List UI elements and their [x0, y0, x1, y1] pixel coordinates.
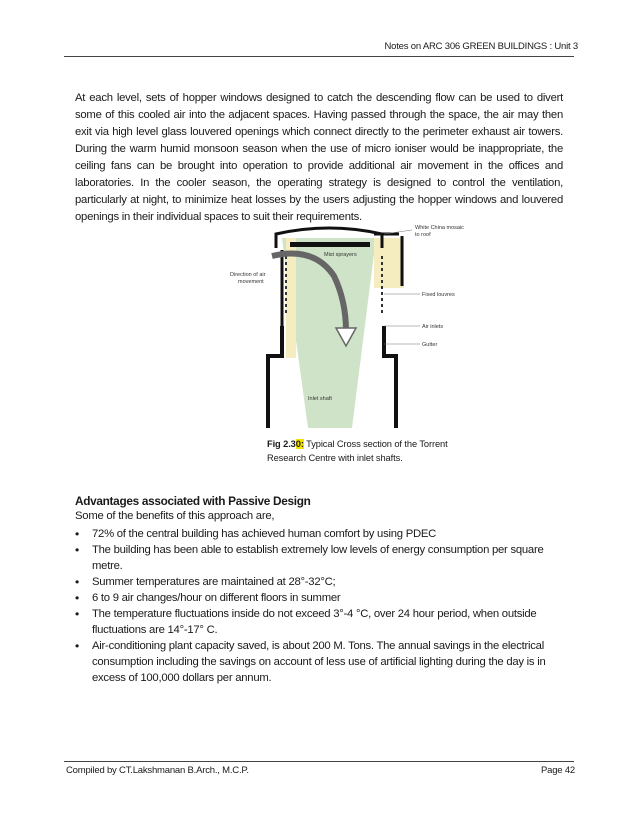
- page-header: Notes on ARC 306 GREEN BUILDINGS : Unit 3: [384, 41, 578, 52]
- body-paragraph: At each level, sets of hopper windows designed to catch the descending flow can be used to divert some of this cooled air into the adjacent spaces. Having passed through the space, the air may then exit via high level glass louvered openings which connect directly to the perimeter exhaust air towers. During the warm humid monsoon season when the use of micro ioniser would be inappropriate, the ceiling fans can be brought into operation to provide additional air movement in the offices and laboratories. In the cooler season, the operating strategy is designed to control the ventilation, particularly at night, to minimize heat losses by the users adjusting the hopper windows and louvered openings in their individual spaces to suit their requirements.: [75, 92, 563, 223]
- bullet-icon: •: [75, 639, 79, 653]
- bullet-icon: •: [75, 575, 79, 589]
- footer-author: Compiled by CT.Lakshmanan B.Arch., M.C.P.: [66, 765, 249, 776]
- header-rule: [64, 56, 574, 57]
- list-item: [75, 526, 565, 542]
- label-roof-2: to roof: [415, 232, 431, 238]
- list-item: [75, 590, 565, 606]
- right-lower-wall: [384, 326, 396, 428]
- label-shaft: Inlet shaft: [308, 396, 332, 402]
- list-item-text: Summer temperatures are maintained at 28°-32°C;: [92, 576, 336, 588]
- page-number: Page 42: [541, 765, 575, 776]
- list-item-text: The building has been able to establish extremely low levels of energy consumption per square metre.: [92, 544, 544, 572]
- list-item-text: Air-conditioning plant capacity saved, is about 200 M. Tons. The annual savings in the electrical consumption including the savings on account of less use of artificial lighting during the day is in excess of 100,000 dollars per annum.: [92, 640, 546, 684]
- section-title: Advantages associated with Passive Design: [75, 494, 311, 508]
- section-intro: Some of the benefits of this approach are,: [75, 510, 275, 522]
- benefits-list: [75, 526, 565, 686]
- list-item: [75, 606, 565, 638]
- left-lower-wall: [268, 326, 282, 428]
- list-item-text: 6 to 9 air changes/hour on different floors in summer: [92, 592, 341, 604]
- bullet-icon: •: [75, 607, 79, 621]
- figure-caption: [267, 437, 477, 465]
- mist-sprayer-bar: [290, 242, 370, 247]
- label-roof: White China mosaic: [415, 225, 464, 231]
- cross-section-diagram: [224, 216, 464, 428]
- label-direction-2: movement: [238, 279, 264, 285]
- list-item: [75, 574, 565, 590]
- list-item-text: 72% of the central building has achieved human comfort by using PDEC: [92, 528, 437, 540]
- list-item: [75, 542, 565, 574]
- caption-highlight: 0:: [295, 439, 304, 449]
- caption-label: Fig 2.3: [267, 439, 296, 449]
- list-item-text: The temperature fluctuations inside do not exceed 3°-4 °C, over 24 hour period, when outside fluctuations are 14°-17° C.: [92, 608, 537, 636]
- footer-rule: [64, 761, 574, 762]
- label-louvres: Fixed louvres: [422, 292, 455, 298]
- bullet-icon: •: [75, 591, 79, 605]
- bullet-icon: •: [75, 543, 79, 557]
- list-item: [75, 638, 565, 686]
- caption-text: Typical Cross section of the Torrent Research Centre with inlet shafts.: [267, 439, 448, 463]
- label-direction: Direction of air: [230, 272, 266, 278]
- right-wall-zone: [374, 238, 404, 288]
- label-inlets: Air inlets: [422, 324, 444, 330]
- cross-section-figure: [224, 216, 464, 428]
- bullet-icon: •: [75, 527, 79, 541]
- label-gutter: Gutter: [422, 342, 438, 348]
- label-mist: Mist sprayers: [324, 252, 357, 258]
